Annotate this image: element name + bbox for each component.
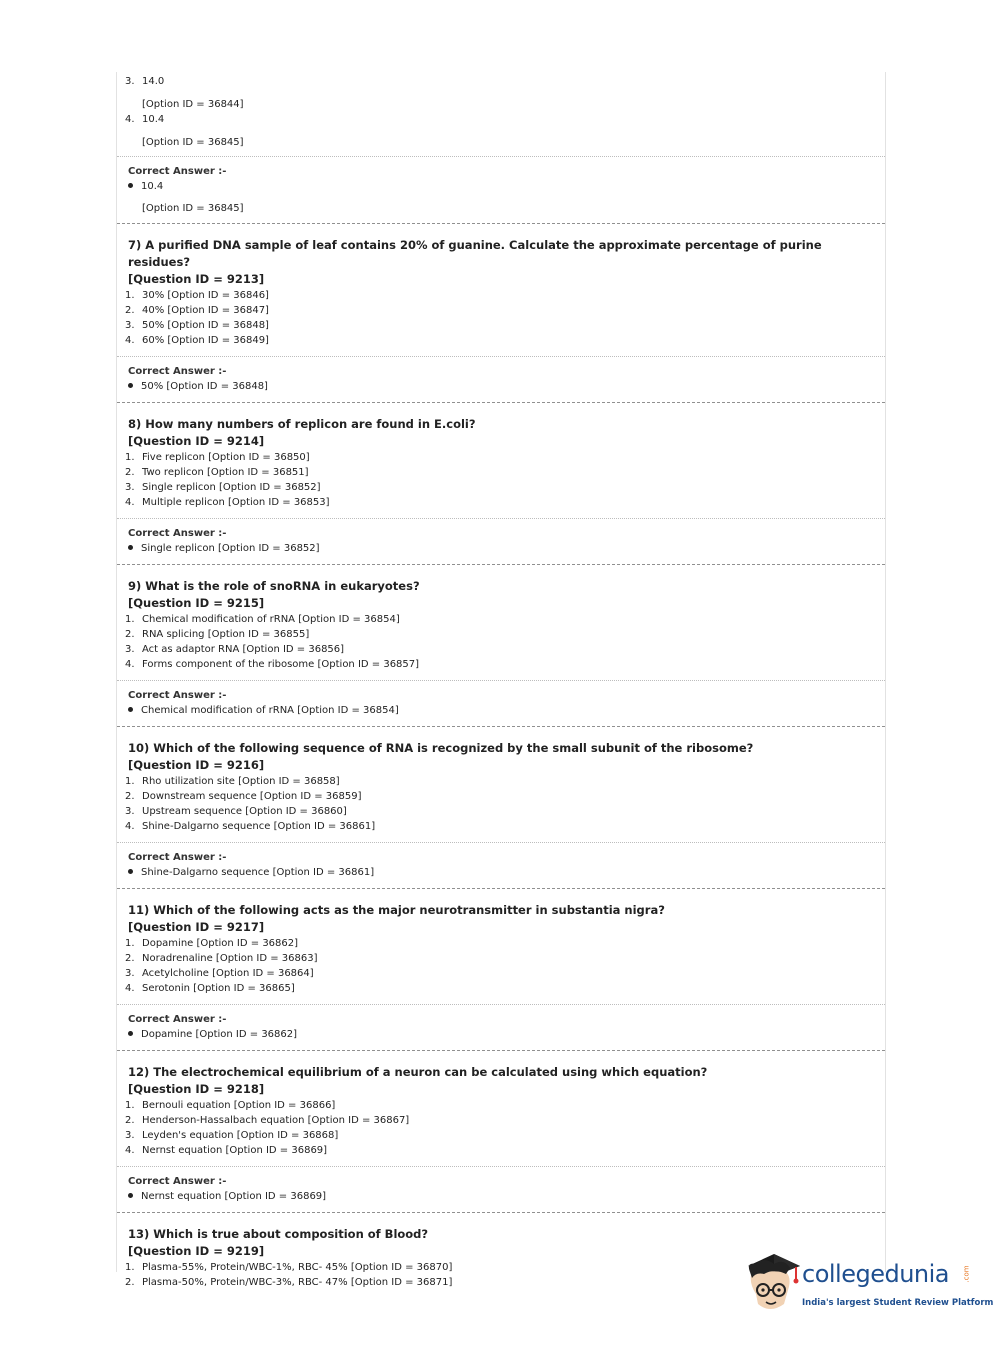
option-number: 3. bbox=[125, 76, 135, 87]
option-number: 4. bbox=[125, 497, 135, 508]
option-text: 60% [Option ID = 36849] bbox=[142, 335, 269, 346]
option-text: Leyden's equation [Option ID = 36868] bbox=[142, 1130, 339, 1141]
option-line bbox=[125, 288, 885, 303]
option-line bbox=[125, 612, 885, 627]
option-line bbox=[125, 774, 885, 789]
correct-answer bbox=[128, 1027, 885, 1043]
option-line bbox=[125, 804, 885, 819]
question-block bbox=[117, 1050, 885, 1205]
correct-answer-text: 10.4 bbox=[141, 181, 164, 192]
option-line bbox=[125, 627, 885, 642]
option-line bbox=[125, 951, 885, 966]
correct-answer-label: Correct Answer :- bbox=[128, 690, 227, 701]
option-number: 4. bbox=[125, 114, 135, 125]
option-number: 2. bbox=[125, 1277, 135, 1288]
option-text: RNA splicing [Option ID = 36855] bbox=[142, 629, 310, 640]
correct-answer bbox=[128, 541, 885, 557]
option-text: Acetylcholine [Option ID = 36864] bbox=[142, 968, 314, 979]
option-number: 4. bbox=[125, 335, 135, 346]
option-id: [Option ID = 36844] bbox=[142, 99, 244, 110]
question-id: [Question ID = 9217] bbox=[128, 920, 265, 934]
question-id: [Question ID = 9219] bbox=[128, 1244, 265, 1258]
correct-answer-section bbox=[117, 842, 885, 881]
correct-answer bbox=[128, 703, 885, 719]
option-number: 1. bbox=[125, 776, 135, 787]
option-text: Bernouli equation [Option ID = 36866] bbox=[142, 1100, 336, 1111]
question-block bbox=[117, 223, 885, 395]
option-text: Five replicon [Option ID = 36850] bbox=[142, 452, 310, 463]
option-number: 3. bbox=[125, 806, 135, 817]
option-number: 2. bbox=[125, 629, 135, 640]
correct-answer-text: Dopamine [Option ID = 36862] bbox=[141, 1029, 298, 1040]
correct-answer bbox=[128, 379, 885, 395]
option-text: Serotonin [Option ID = 36865] bbox=[142, 983, 295, 994]
option-number: 4. bbox=[125, 983, 135, 994]
option-line bbox=[125, 642, 885, 657]
option-line bbox=[125, 1113, 885, 1128]
graduate-mascot-icon bbox=[744, 1250, 800, 1316]
correct-answer-label: Correct Answer :- bbox=[128, 528, 227, 539]
correct-answer-label: Correct Answer :- bbox=[128, 1014, 227, 1025]
option-number: 1. bbox=[125, 1262, 135, 1273]
question-id: [Question ID = 9218] bbox=[128, 1082, 265, 1096]
correct-answer-section bbox=[117, 680, 885, 719]
option-line bbox=[125, 495, 885, 510]
correct-answer-label: Correct Answer :- bbox=[128, 366, 227, 377]
option-text: Nernst equation [Option ID = 36869] bbox=[142, 1145, 328, 1156]
option-line bbox=[125, 1128, 885, 1143]
option-line bbox=[125, 966, 885, 981]
correct-answer-text: Chemical modification of rRNA [Option ID = 36854] bbox=[141, 705, 399, 716]
option-text: Chemical modification of rRNA [Option ID = 36854] bbox=[142, 614, 400, 625]
option-text: Noradrenaline [Option ID = 36863] bbox=[142, 953, 318, 964]
question-id: [Question ID = 9214] bbox=[128, 434, 265, 448]
option-text: 50% [Option ID = 36848] bbox=[142, 320, 269, 331]
option-text: 10.4 bbox=[142, 114, 165, 125]
logo-suffix: .com bbox=[962, 1265, 971, 1283]
option-number: 1. bbox=[125, 452, 135, 463]
option-text: Dopamine [Option ID = 36862] bbox=[142, 938, 299, 949]
option-text: Multiple replicon [Option ID = 36853] bbox=[142, 497, 330, 508]
bullet-icon bbox=[128, 545, 133, 550]
bullet-icon bbox=[128, 1031, 133, 1036]
option-number: 3. bbox=[125, 320, 135, 331]
correct-answer-section bbox=[117, 518, 885, 557]
option-line bbox=[125, 1143, 885, 1158]
option-number: 1. bbox=[125, 938, 135, 949]
correct-answer-section bbox=[117, 1166, 885, 1205]
option-number: 2. bbox=[125, 467, 135, 478]
option-number: 2. bbox=[125, 1115, 135, 1126]
logo-wordmark: collegedunia bbox=[802, 1260, 950, 1288]
question-title: 13) Which is true about composition of Blood? bbox=[128, 1227, 429, 1241]
option-line bbox=[125, 318, 885, 333]
correct-answer-label: Correct Answer :- bbox=[128, 852, 227, 863]
option-line bbox=[125, 1098, 885, 1113]
question-title: 9) What is the role of snoRNA in eukaryotes? bbox=[128, 579, 420, 593]
option-line bbox=[125, 112, 885, 127]
option-number: 1. bbox=[125, 614, 135, 625]
bullet-icon bbox=[128, 1193, 133, 1198]
correct-answer-text: Single replicon [Option ID = 36852] bbox=[141, 543, 320, 554]
correct-answer bbox=[128, 179, 885, 195]
option-number: 3. bbox=[125, 1130, 135, 1141]
option-text: Forms component of the ribosome [Option ID = 36857] bbox=[142, 659, 420, 670]
option-text: Henderson-Hassalbach equation [Option ID = 36867] bbox=[142, 1115, 410, 1126]
correct-answer-text: 50% [Option ID = 36848] bbox=[141, 381, 268, 392]
option-id: [Option ID = 36845] bbox=[142, 203, 244, 214]
option-line bbox=[125, 657, 885, 672]
option-text: Act as adaptor RNA [Option ID = 36856] bbox=[142, 644, 345, 655]
option-text: Rho utilization site [Option ID = 36858] bbox=[142, 776, 340, 787]
bullet-icon bbox=[128, 383, 133, 388]
correct-answer-section bbox=[117, 156, 885, 216]
bullet-icon bbox=[128, 183, 133, 188]
option-number: 3. bbox=[125, 644, 135, 655]
option-text: Plasma-55%, Protein/WBC-1%, RBC- 45% [Option ID = 36870] bbox=[142, 1262, 453, 1273]
option-number: 1. bbox=[125, 290, 135, 301]
option-line bbox=[125, 303, 885, 318]
option-number: 1. bbox=[125, 1100, 135, 1111]
option-number: 2. bbox=[125, 305, 135, 316]
option-number: 4. bbox=[125, 821, 135, 832]
question-title: 12) The electrochemical equilibrium of a neuron can be calculated using which equation? bbox=[128, 1065, 708, 1079]
option-line bbox=[125, 333, 885, 348]
correct-answer-section bbox=[117, 356, 885, 395]
option-text: Plasma-50%, Protein/WBC-3%, RBC- 47% [Option ID = 36871] bbox=[142, 1277, 453, 1288]
option-number: 2. bbox=[125, 953, 135, 964]
question-title: 10) Which of the following sequence of RNA is recognized by the small subunit of the ribosome? bbox=[128, 741, 754, 755]
option-text: Downstream sequence [Option ID = 36859] bbox=[142, 791, 362, 802]
correct-answer-label: Correct Answer :- bbox=[128, 166, 227, 177]
option-id: [Option ID = 36845] bbox=[142, 137, 244, 148]
option-line bbox=[125, 789, 885, 804]
bullet-icon bbox=[128, 707, 133, 712]
question-title: 8) How many numbers of replicon are found in E.coli? bbox=[128, 417, 476, 431]
collegedunia-logo bbox=[744, 1250, 994, 1320]
option-line bbox=[125, 819, 885, 834]
question-id: [Question ID = 9213] bbox=[128, 272, 265, 286]
option-line bbox=[125, 480, 885, 495]
correct-answer bbox=[128, 865, 885, 881]
bullet-icon bbox=[128, 869, 133, 874]
option-text: Shine-Dalgarno sequence [Option ID = 36861] bbox=[142, 821, 376, 832]
option-text: 30% [Option ID = 36846] bbox=[142, 290, 269, 301]
option-text: 14.0 bbox=[142, 76, 165, 87]
option-number: 2. bbox=[125, 791, 135, 802]
question-block bbox=[117, 888, 885, 1043]
option-number: 3. bbox=[125, 482, 135, 493]
question-title: 11) Which of the following acts as the major neurotransmitter in substantia nigra? bbox=[128, 903, 665, 917]
option-line bbox=[125, 936, 885, 951]
option-line bbox=[125, 981, 885, 996]
question-id: [Question ID = 9216] bbox=[128, 758, 265, 772]
question-block bbox=[117, 402, 885, 557]
correct-answer-text: Nernst equation [Option ID = 36869] bbox=[141, 1191, 327, 1202]
correct-answer-label: Correct Answer :- bbox=[128, 1176, 227, 1187]
option-text: Single replicon [Option ID = 36852] bbox=[142, 482, 321, 493]
logo-tagline: India's largest Student Review Platform bbox=[802, 1298, 994, 1308]
option-number: 4. bbox=[125, 659, 135, 670]
option-line bbox=[125, 74, 885, 89]
correct-answer-text: Shine-Dalgarno sequence [Option ID = 36861] bbox=[141, 867, 375, 878]
option-number: 4. bbox=[125, 1145, 135, 1156]
option-line bbox=[125, 450, 885, 465]
option-line bbox=[125, 465, 885, 480]
previous-question-tail bbox=[117, 72, 885, 150]
question-block bbox=[117, 726, 885, 881]
option-number: 3. bbox=[125, 968, 135, 979]
option-text: Two replicon [Option ID = 36851] bbox=[142, 467, 309, 478]
correct-answer-section bbox=[117, 1004, 885, 1043]
question-block bbox=[117, 564, 885, 719]
question-title: 7) A purified DNA sample of leaf contains 20% of guanine. Calculate the approximate percentage of purine residues? bbox=[128, 238, 822, 269]
option-text: 40% [Option ID = 36847] bbox=[142, 305, 269, 316]
correct-answer bbox=[128, 1189, 885, 1205]
option-text: Upstream sequence [Option ID = 36860] bbox=[142, 806, 347, 817]
question-id: [Question ID = 9215] bbox=[128, 596, 265, 610]
